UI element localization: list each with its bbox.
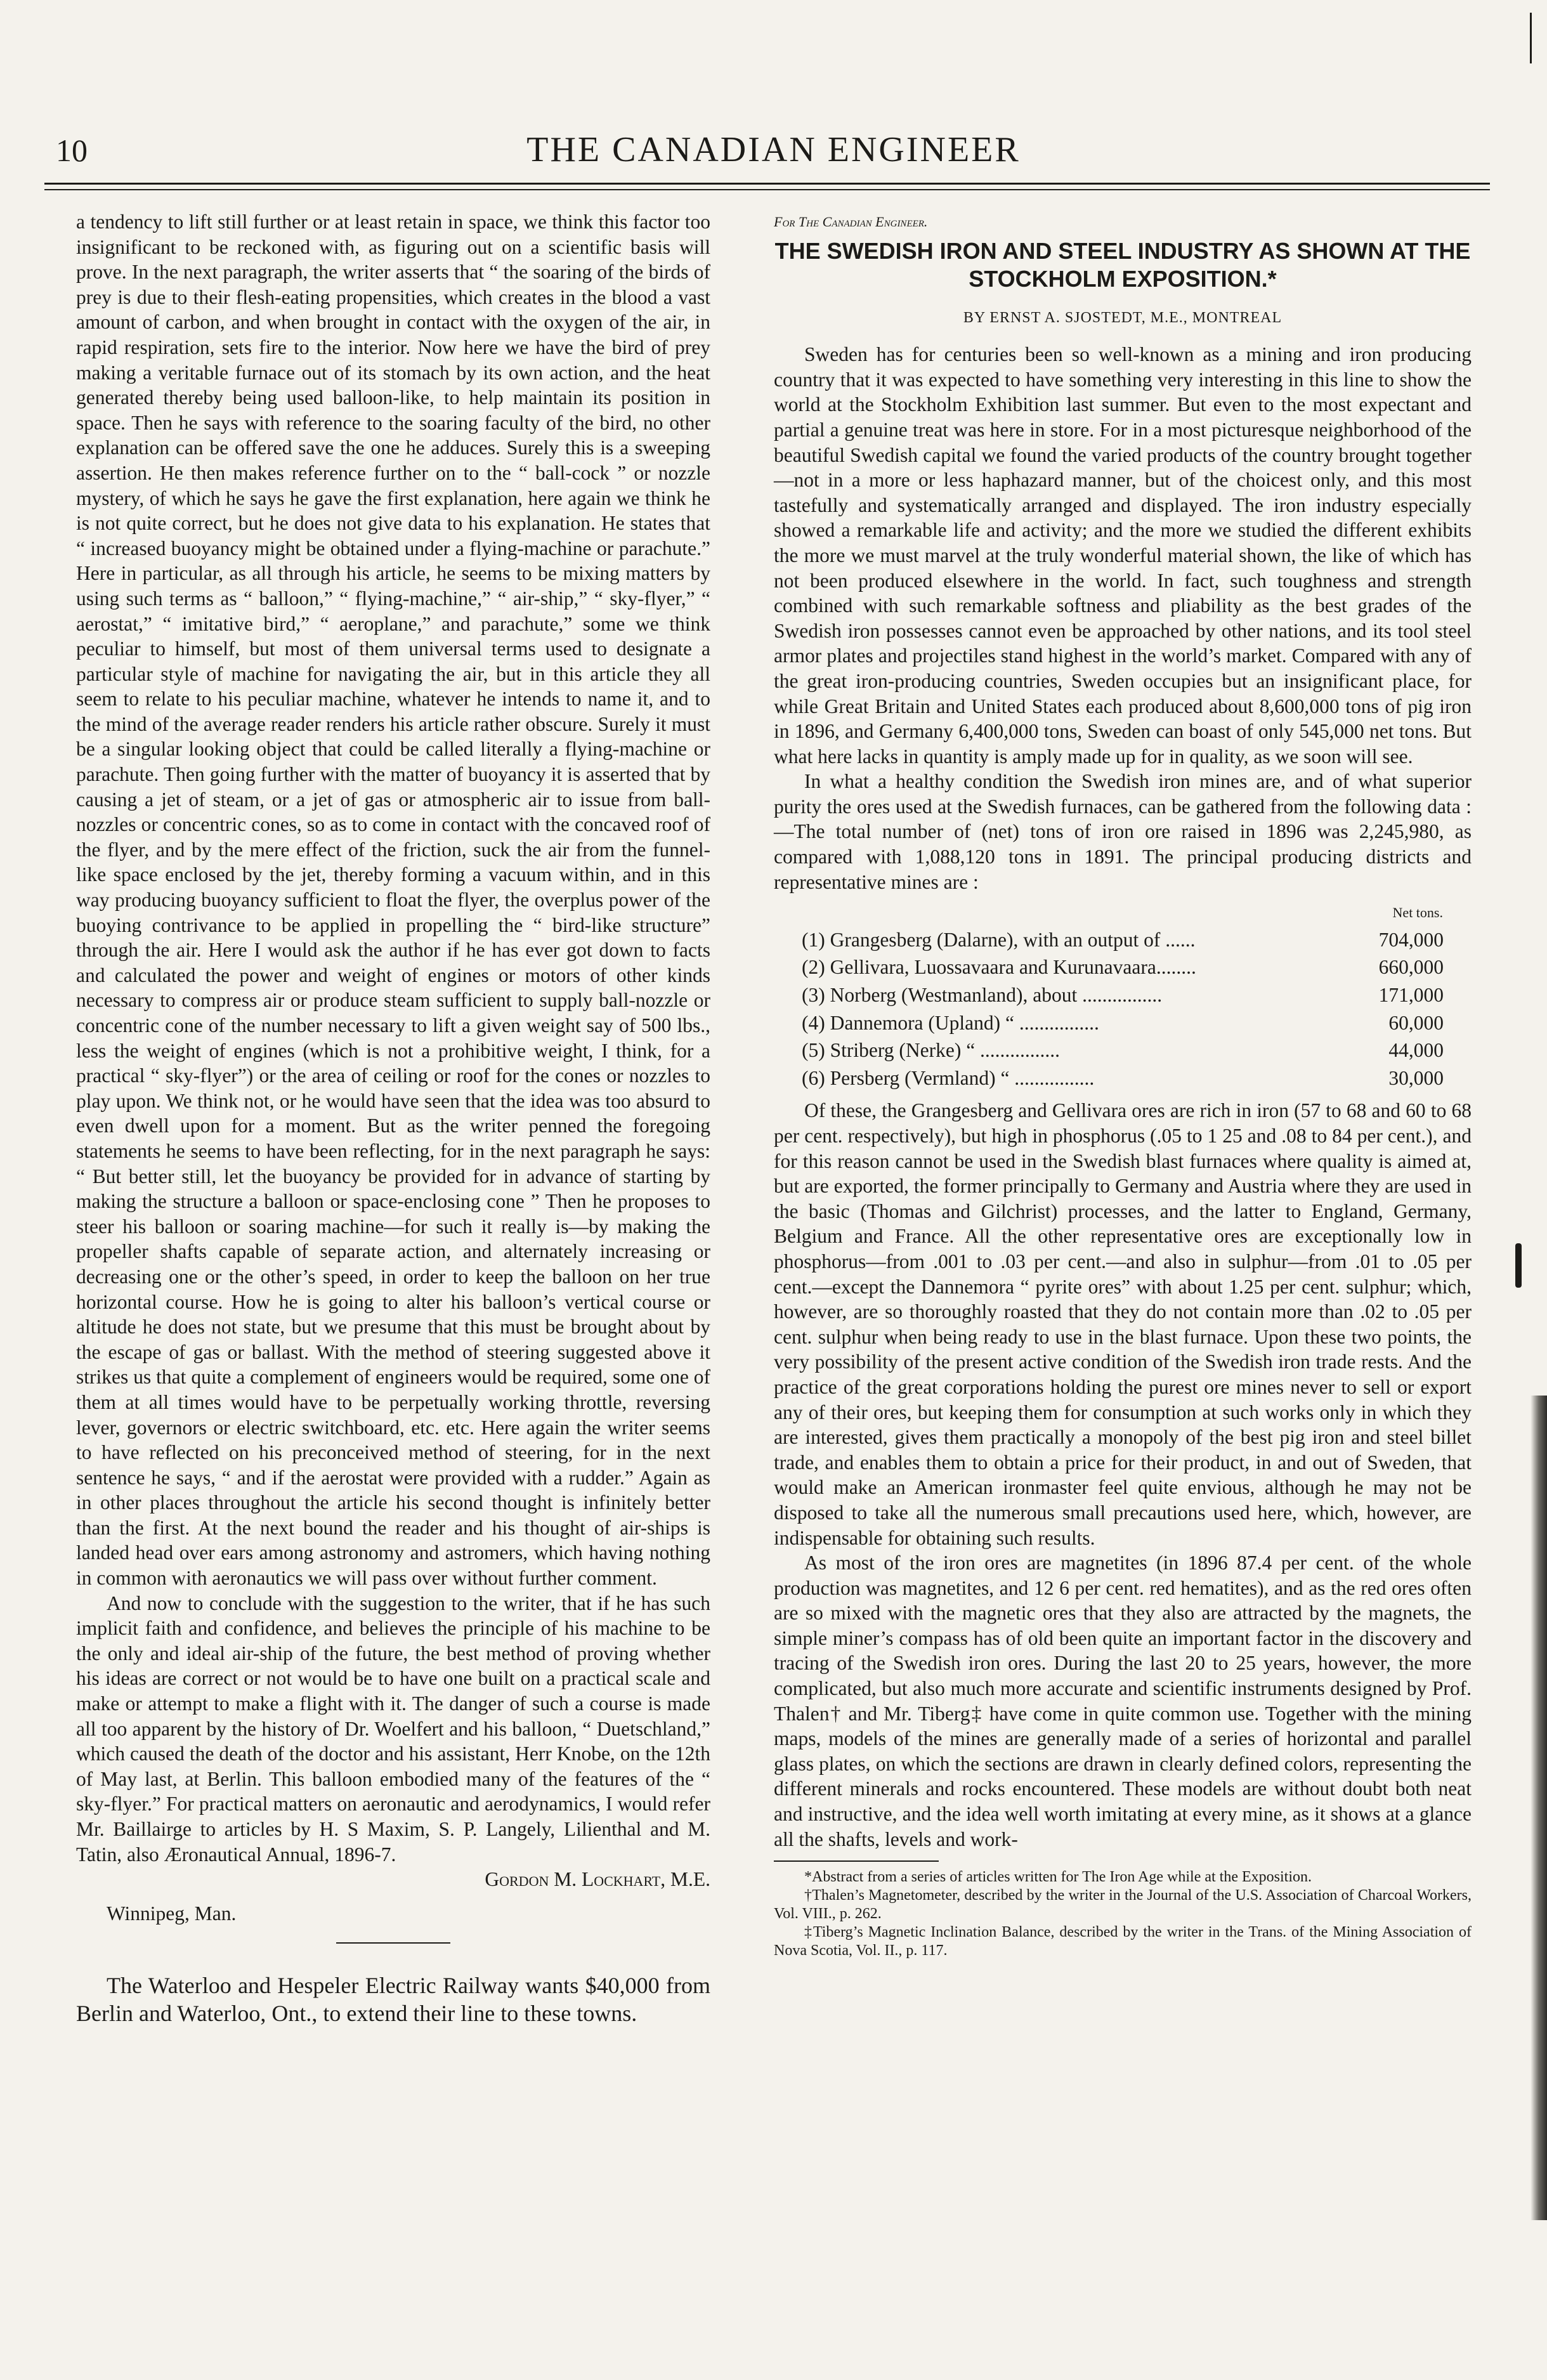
- left-column: [76, 209, 710, 2027]
- table-row: [802, 981, 1444, 1009]
- article-title: THE SWEDISH IRON AND STEEL INDUSTRY AS SHOWN AT THE STOCKHOLM EXPOSITION.*: [774, 237, 1471, 292]
- mine-tons: 60,000: [1388, 1011, 1444, 1034]
- scan-artifact: [1515, 1243, 1522, 1288]
- mine-label: (5) Striberg (Nerke) “ ................: [802, 1039, 1061, 1062]
- news-notice: The Waterloo and Hespeler Electric Railway wants $40,000 from Berlin and Waterloo, Ont., to extend their line to these towns.: [76, 1973, 710, 2027]
- table-row: [802, 1009, 1444, 1037]
- mine-tons: 30,000: [1388, 1066, 1444, 1089]
- footnote-rule: [774, 1860, 939, 1862]
- running-head: THE CANADIAN ENGINEER: [526, 130, 1021, 169]
- body-paragraph: In what a healthy condition the Swedish iron mines are, and of what superior purity the ores used at the Swedish furnaces, can be gathered from the following data :—The total number of (net) tons of iron ore raised in 1896 was 2,245,980, as compared with 1,088,120 tons in 1891. The principal producing districts and representative mines are :: [774, 770, 1472, 893]
- mine-label: (4) Dannemora (Upland) “ ................: [802, 1011, 1099, 1034]
- table-row: [802, 953, 1444, 981]
- mine-label: (2) Gellivara, Luossavaara and Kurunavaara........: [802, 956, 1196, 979]
- mine-label: (1) Grangesberg (Dalarne), with an output of ......: [802, 928, 1196, 951]
- footnote: ‡Tiberg’s Magnetic Inclination Balance, described by the writer in the Trans. of the Mining Association of Nova Scotia, Vol. II., p. 117.: [774, 1924, 1472, 1959]
- body-paragraph: Sweden has for centuries been so well-known as a mining and iron producing country that it was expected to have something very interesting in this line to show the world at the Stockholm Exhibition last summer. But even to the most expectant and partial a genuine treat was here in store. For in a most picturesque neighborhood of the beautiful Swedish capital we found the varied products of the country brought together—not in a more or less haphazard manner, but of the choicest only, and this most tastefully and systematically arranged and displayed. The iron industry especially showed a remarkable life and activity; and the more we studied the different exhibits the more we must marvel at the truly wonderful material shown, the like of which has not been produced elsewhere in the world. In fact, such toughness and strength combined with such remarkable softness and pliability as the best grades of the Swedish iron possesses cannot even be approached by other nations, and its tool steel armor plates and projectiles stand highest in the world’s market. Compared with any of the great iron-producing countries, Sweden occupies but an insignificant place, for while Great Britain and United States each produced about 8,600,000 tons of pig iron in 1896, and Germany 6,400,000 tons, Sweden can boast of only 545,000 net tons. But what here lacks in quantity is amply made up for in quality, as we soon will see.: [774, 343, 1472, 768]
- scan-artifact: [1530, 13, 1532, 63]
- article-byline: BY ERNST A. SJOSTEDT, M.E., MONTREAL: [963, 309, 1283, 326]
- table-row: [802, 1064, 1444, 1092]
- mine-label: (3) Norberg (Westmanland), about ................: [802, 984, 1163, 1007]
- mine-tons: 660,000: [1378, 956, 1444, 979]
- mine-output-table: [802, 899, 1444, 1092]
- body-paragraph: a tendency to lift still further or at least retain in space, we think this factor too insignificant to be reckoned with, as figuring out on a scientific basis will prove. In the next paragraph, the writer asserts that “ the soaring of the birds of prey is due to their flesh-eating propensities, which creates in the blood a vast amount of carbon, and when brought in contact with the oxygen of the air, in rapid respiration, sets fire to the interior. Now here we have the bird of prey making a veritable furnace out of its stomach by its own action, and the heat generated thereby being used balloon-like, to help maintain its position in space. Then he says with reference to the soaring faculty of the bird, no other explanation can be offered save the one he adduces. Surely this is a sweeping assertion. He then makes reference further on to the “ ball-cock ” or nozzle mystery, of which he says he gave the first explanation, here again we think he is not quite correct, but he does not give data to his explanation. He states that “ increased buoyancy might be obtained under a flying-machine or parachute.” Here in particular, as all through his article, he seems to be mixing matters by using such terms as “ balloon,” “ flying-machine,” “ air-ship,” “ sky-flyer,” “ aerostat,” “ imitative bird,” “ aeroplane,” and parachute,” some we think peculiar to himself, but most of them universal terms used to designate a particular style of machine for navigating the air, but in this article they all seem to relate to his peculiar machine, whatever he intends to name it, and to the mind of the average reader renders his article rather obscure. Surely it must be a singular looking object that could be called literally a flying-machine or parachute. Then going further with the matter of buoyancy it is asserted that by causing a jet of steam, or a jet of gas or atmospheric air to issue from ball-nozzles or concentric cones, so as to come in contact with the concaved roof of the flyer, and by the mere effect of the friction, suck the air from the funnel-like space enclosed by the jet, thereby forming a vacuum within, and in this way producing buoyancy sufficient to float the flyer, the overplus power of the buoying contrivance to be applied in propelling the “ bird-like structure” through the air. Here I would ask the author if he has ever got down to facts and calculated the power and weight of engines or motors of other kinds necessary to compress air or produce steam sufficient to supply ball-nozzle or concentric cone of the number necessary to lift a given weight say of 500 lbs., less the weight of engines (which is not a prohibitive weight, I think, for a practical “ sky-flyer”) or the area of ceiling or roof for the cones or nozzles to play upon. We think not, or he would have seen that the idea was too absurd to even dwell upon for a moment. But as the writer penned the foregoing statements he seems to have been reflecting, for in the next paragraph he says: “ But better still, let the buoyancy be provided for in advance of starting by making the structure a balloon or space-enclosing cone ” Then he proposes to steer his balloon or soaring machine—for such it really is—by making the propeller shafts capable of separate action, and alternately increasing or decreasing one or the other’s speed, in order to keep the balloon on her true horizontal course. How he is going to alter his balloon’s vertical course or altitude he does not state, but we presume that this must be brought about by the escape of gas or ballast. With the method of steering suggested above it strikes us that quite a complement of engineers would be required, some one of them at all times would have to be perpetually working throttle, reversing lever, governors or electric switchboard, etc. etc. Here again the writer seems to have reflected on his preconceived method of steering, for in the next sentence he says, “ and if the aerostat were provided with a rudder.” Again as in other places throughout the article his second thought is infinitely better than the first. At the next bound the reader and his thought of air-ships is landed head over ears among astronomy and astromers, which having nothing in common with aeronautics we will pass over without further comment.: [76, 211, 710, 1590]
- mine-tons: 44,000: [1388, 1039, 1444, 1062]
- table-unit-header: Net tons.: [1392, 905, 1443, 921]
- mine-tons: 171,000: [1378, 984, 1444, 1007]
- footnote: †Thalen’s Magnetometer, described by the writer in the Journal of the U.S. Association of Charcoal Workers, Vol. VIII., p. 262.: [774, 1887, 1472, 1923]
- article-credit: For The Canadian Engineer.: [774, 214, 928, 230]
- author-signature: Gordon M. Lockhart, M.E.: [485, 1868, 710, 1891]
- body-paragraph: As most of the iron ores are magnetites (in 1896 87.4 per cent. of the whole production was magnetites, and 12 6 per cent. red hematites), and as the red ores often are so mixed with the magnetic ores that they also are attracted by the magnets, the simple miner’s compass has of old been quite an important factor in the discovery and tracing of the Swedish iron ores. During the last 20 to 25 years, however, the more complicated, but also much more accurate and scientific instruments designed by Prof. Thalen† and Mr. Tiberg‡ have come in quite common use. Together with the mining maps, models of the mines are generally made of a series of horizontal and parallel glass plates, on which the sections are drawn in clearly defined colors, representing the different minerals and rocks encountered. These models are without doubt both neat and instructive, and the idea well worth imitating at every mine, as it shows at a glance all the shafts, levels and work-: [774, 1552, 1472, 1850]
- table-row: [802, 926, 1444, 954]
- table-row: [802, 1036, 1444, 1064]
- header-rule-thin: [44, 189, 1490, 190]
- header-rule: [44, 183, 1490, 185]
- mine-label: (6) Persberg (Vermland) “ ................: [802, 1066, 1095, 1089]
- dateline: Winnipeg, Man.: [107, 1902, 237, 1925]
- right-column: [774, 209, 1472, 1960]
- body-paragraph: Of these, the Grangesberg and Gellivara ores are rich in iron (57 to 68 and 60 to 68 per cent. respectively), but high in phosphorus (.05 to 1 25 and .08 to 84 per cent.), and for this reason cannot be used in the Swedish blast furnaces where quality is aimed at, but are exported, the former principally to Germany and Austria where they are used in the basic (Thomas and Gilchrist) processes, and the latter to England, Germany, Belgium and France. All the other representative ores are exceptionally low in phosphorus—from .001 to .03 per cent.—and also in sulphur—from .01 to .05 per cent.—except the Dannemora “ pyrite ores” with about 1.25 per cent. sulphur; which, however, are so thoroughly roasted that they do not contain more than .02 to .05 per cent. sulphur when being ready to use in the blast furnace. Upon these two points, the very possibility of the present active condition of the Swedish iron trade rests. And the practice of the great corporations holding the purest ore mines never to sell or export any of their ores, but keeping them for consumption at such works only in which they are interested, gives them practically a monopoly of the best pig iron and steel billet trade, and enables them to obtain a price for their product, in and out of Sweden, that would make an American ironmaster feel quite envious, although he may not be disposed to take all the numerous small precautions used here, which, however, are indispensable for obtaining such results.: [774, 1099, 1472, 1549]
- mine-tons: 704,000: [1378, 928, 1444, 951]
- footnote: *Abstract from a series of articles written for The Iron Age while at the Exposition.: [804, 1869, 1312, 1886]
- page-number: 10: [56, 133, 88, 168]
- scan-edge-shadow: [1531, 1396, 1547, 2220]
- section-divider: [336, 1942, 450, 1944]
- body-paragraph: And now to conclude with the suggestion to the writer, that if he has such implicit faith and confidence, and believes the principle of his machine to be the only and ideal air-ship of the future, the best method of proving whether his ideas are correct or not would be to have one built on a practical scale and make or attempt to make a flight with it. The danger of such a course is made all too apparent by the history of Dr. Woelfert and his balloon, “ Duetschland,” which caused the death of the doctor and his assistant, Herr Knobe, on the 12th of May last, at Berlin. This balloon embodied many of the features of the “ sky-flyer.” For practical matters on aeronautic and aerodynamics, I would refer Mr. Baillairge to articles by H. S Maxim, S. P. Langely, Lilienthal and M. Tatin, also Æronautical Annual, 1896-7.: [76, 1592, 710, 1866]
